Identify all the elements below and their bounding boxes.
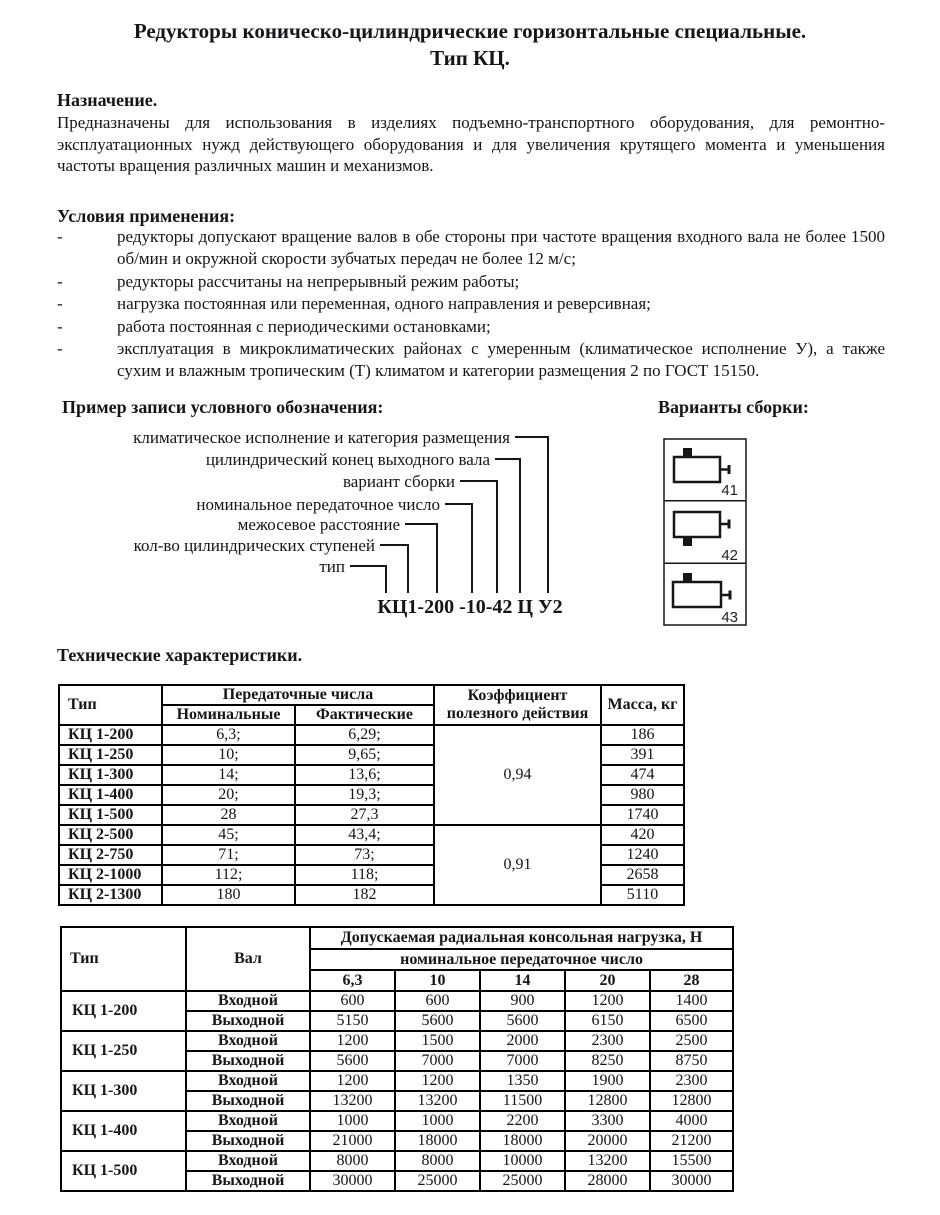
- table-row: КЦ 2-1000 112; 118; 2658: [59, 865, 684, 885]
- table-row: КЦ 1-500 28 27,3 1740: [59, 805, 684, 825]
- gear-ratios-table: [58, 684, 685, 906]
- table-row: КЦ 1-400 20; 19,3; 980: [59, 785, 684, 805]
- t1-header-mass: Масса, кг: [601, 685, 684, 725]
- assembly-variant-42-drawing: [674, 512, 729, 546]
- t2-header-type: Тип: [61, 927, 186, 991]
- table-row: Выходной 5600 7000 7000 8250 8750: [61, 1051, 733, 1071]
- condition-dash: -: [57, 339, 63, 359]
- table-row: КЦ 1-500 Входной 8000 8000 10000 13200 15500: [61, 1151, 733, 1171]
- t1-header-ratios-group: Передаточные числа: [162, 685, 434, 705]
- table-row: КЦ 2-750 71; 73; 1240: [59, 845, 684, 865]
- designation-label: цилиндрический конец выходного вала: [205, 450, 490, 469]
- t2-header-ratio: 14: [480, 970, 565, 991]
- condition-text: эксплуатация в микроклиматических районах с умеренным (климатическое исполнение У), а также сухим и влажным тропическим (Т) климатом и категории размещения 2 по ГОСТ 15150.: [117, 339, 885, 381]
- table-row: КЦ 1-200 Входной 600 600 900 1200 1400: [61, 991, 733, 1011]
- designation-label: тип: [319, 557, 345, 576]
- t2-header-shaft: Вал: [186, 927, 310, 991]
- t2-header-ratio: 20: [565, 970, 650, 991]
- designation-connector: [495, 459, 520, 593]
- t2-header-ratio: 28: [650, 970, 733, 991]
- condition-dash: -: [57, 271, 63, 291]
- table-row: КЦ 1-300 14; 13,6; 474: [59, 765, 684, 785]
- designation-label: вариант сборки: [342, 472, 455, 491]
- table-row: Выходной 13200 13200 11500 12800 12800: [61, 1091, 733, 1111]
- table-row: КЦ 1-200 6,3; 6,29; 0,94 186: [59, 725, 684, 745]
- designation-label: климатическое исполнение и категория размещения: [133, 428, 510, 447]
- page-title: [0, 18, 940, 72]
- title-line2: Тип КЦ.: [430, 46, 510, 70]
- t2-header-ratio: 6,3: [310, 970, 395, 991]
- table-row: КЦ 1-250 Входной 1200 1500 2000 2300 2500: [61, 1031, 733, 1051]
- efficiency-value: 0,91: [434, 825, 601, 905]
- table-row: КЦ 1-400 Входной 1000 1000 2200 3300 4000: [61, 1111, 733, 1131]
- condition-item: [57, 316, 885, 338]
- table-row: Выходной 21000 18000 18000 20000 21200: [61, 1131, 733, 1151]
- specs-heading: Технические характеристики.: [57, 645, 303, 665]
- conditions-heading: Условия применения:: [57, 206, 236, 226]
- assembly-frame: [664, 439, 746, 625]
- assembly-variant-41-drawing: [674, 448, 729, 482]
- assembly-heading: Варианты сборки:: [658, 397, 809, 417]
- condition-text: работа постоянная с периодическими остановками;: [117, 316, 491, 336]
- conditions-list: [57, 226, 885, 383]
- condition-dash: -: [57, 316, 63, 336]
- designation-code: КЦ1-200 -10-42 Ц У2: [377, 596, 563, 618]
- condition-text: редукторы допускают вращение валов в обе стороны при частоте вращения входного вала не более 1500 об/мин и окружной скорости зубчатых передач не более 12 м/с;: [117, 227, 885, 269]
- table-row: КЦ 1-250 10; 9,65; 391: [59, 745, 684, 765]
- condition-item: [57, 271, 885, 293]
- designation-heading: Пример записи условного обозначения:: [62, 397, 384, 417]
- assembly-variant-42-label: 42: [721, 547, 738, 564]
- designation-label: номинальное передаточное число: [196, 495, 440, 514]
- t2-header-ratio-group: номинальное передаточное число: [310, 949, 733, 970]
- designation-connector: [350, 566, 386, 593]
- t1-header-type: Тип: [59, 685, 162, 725]
- condition-item: [57, 293, 885, 315]
- designation-connector: [405, 524, 437, 593]
- t2-header-load-group: Допускаемая радиальная консольная нагрузка, Н: [310, 927, 733, 949]
- table-row: КЦ 1-300 Входной 1200 1200 1350 1900 2300: [61, 1071, 733, 1091]
- title-line1: Редукторы коническо-цилиндрические горизонтальные специальные.: [133, 19, 807, 43]
- condition-text: нагрузка постоянная или переменная, одного направления и реверсивная;: [117, 294, 651, 314]
- efficiency-value: 0,94: [434, 725, 601, 825]
- t2-header-ratio: 10: [395, 970, 480, 991]
- assembly-variant-43-label: 43: [721, 609, 738, 626]
- condition-item: [57, 226, 885, 271]
- condition-dash: -: [57, 227, 63, 246]
- purpose-text: Предназначены для использования в изделиях подъемно-транспортного оборудования, для ремонтно-эксплуатационных нужд действующего оборудования и для увеличения крутящего момента и уменьшения частоты вращения различных машин и механизмов.: [57, 113, 885, 175]
- purpose-heading: Назначение.: [57, 90, 158, 110]
- table-row: Выходной 30000 25000 25000 28000 30000: [61, 1171, 733, 1191]
- condition-dash: -: [57, 294, 63, 314]
- table-row: КЦ 2-500 45; 43,4; 0,91 420: [59, 825, 684, 845]
- assembly-diagram: [663, 438, 747, 626]
- table-row: КЦ 2-1300 180 182 5110: [59, 885, 684, 905]
- t1-header-nominal: Номинальные: [162, 705, 295, 725]
- radial-load-table: [60, 926, 734, 1192]
- condition-item: [57, 338, 885, 383]
- table-row: Выходной 5150 5600 5600 6150 6500: [61, 1011, 733, 1031]
- designation-connector: [445, 504, 472, 593]
- designation-label: межосевое расстояние: [237, 515, 400, 534]
- designation-diagram: [60, 420, 580, 625]
- condition-text: редукторы рассчитаны на непрерывный режим работы;: [117, 271, 520, 291]
- t1-header-actual: Фактические: [295, 705, 434, 725]
- designation-connector: [380, 545, 408, 593]
- designation-connector: [460, 481, 497, 593]
- assembly-variant-41-label: 41: [721, 482, 738, 499]
- assembly-variant-43-drawing: [673, 573, 730, 607]
- t1-header-efficiency: Коэффициент полезного действия: [434, 685, 601, 725]
- designation-label: кол-во цилиндрических ступеней: [133, 536, 375, 555]
